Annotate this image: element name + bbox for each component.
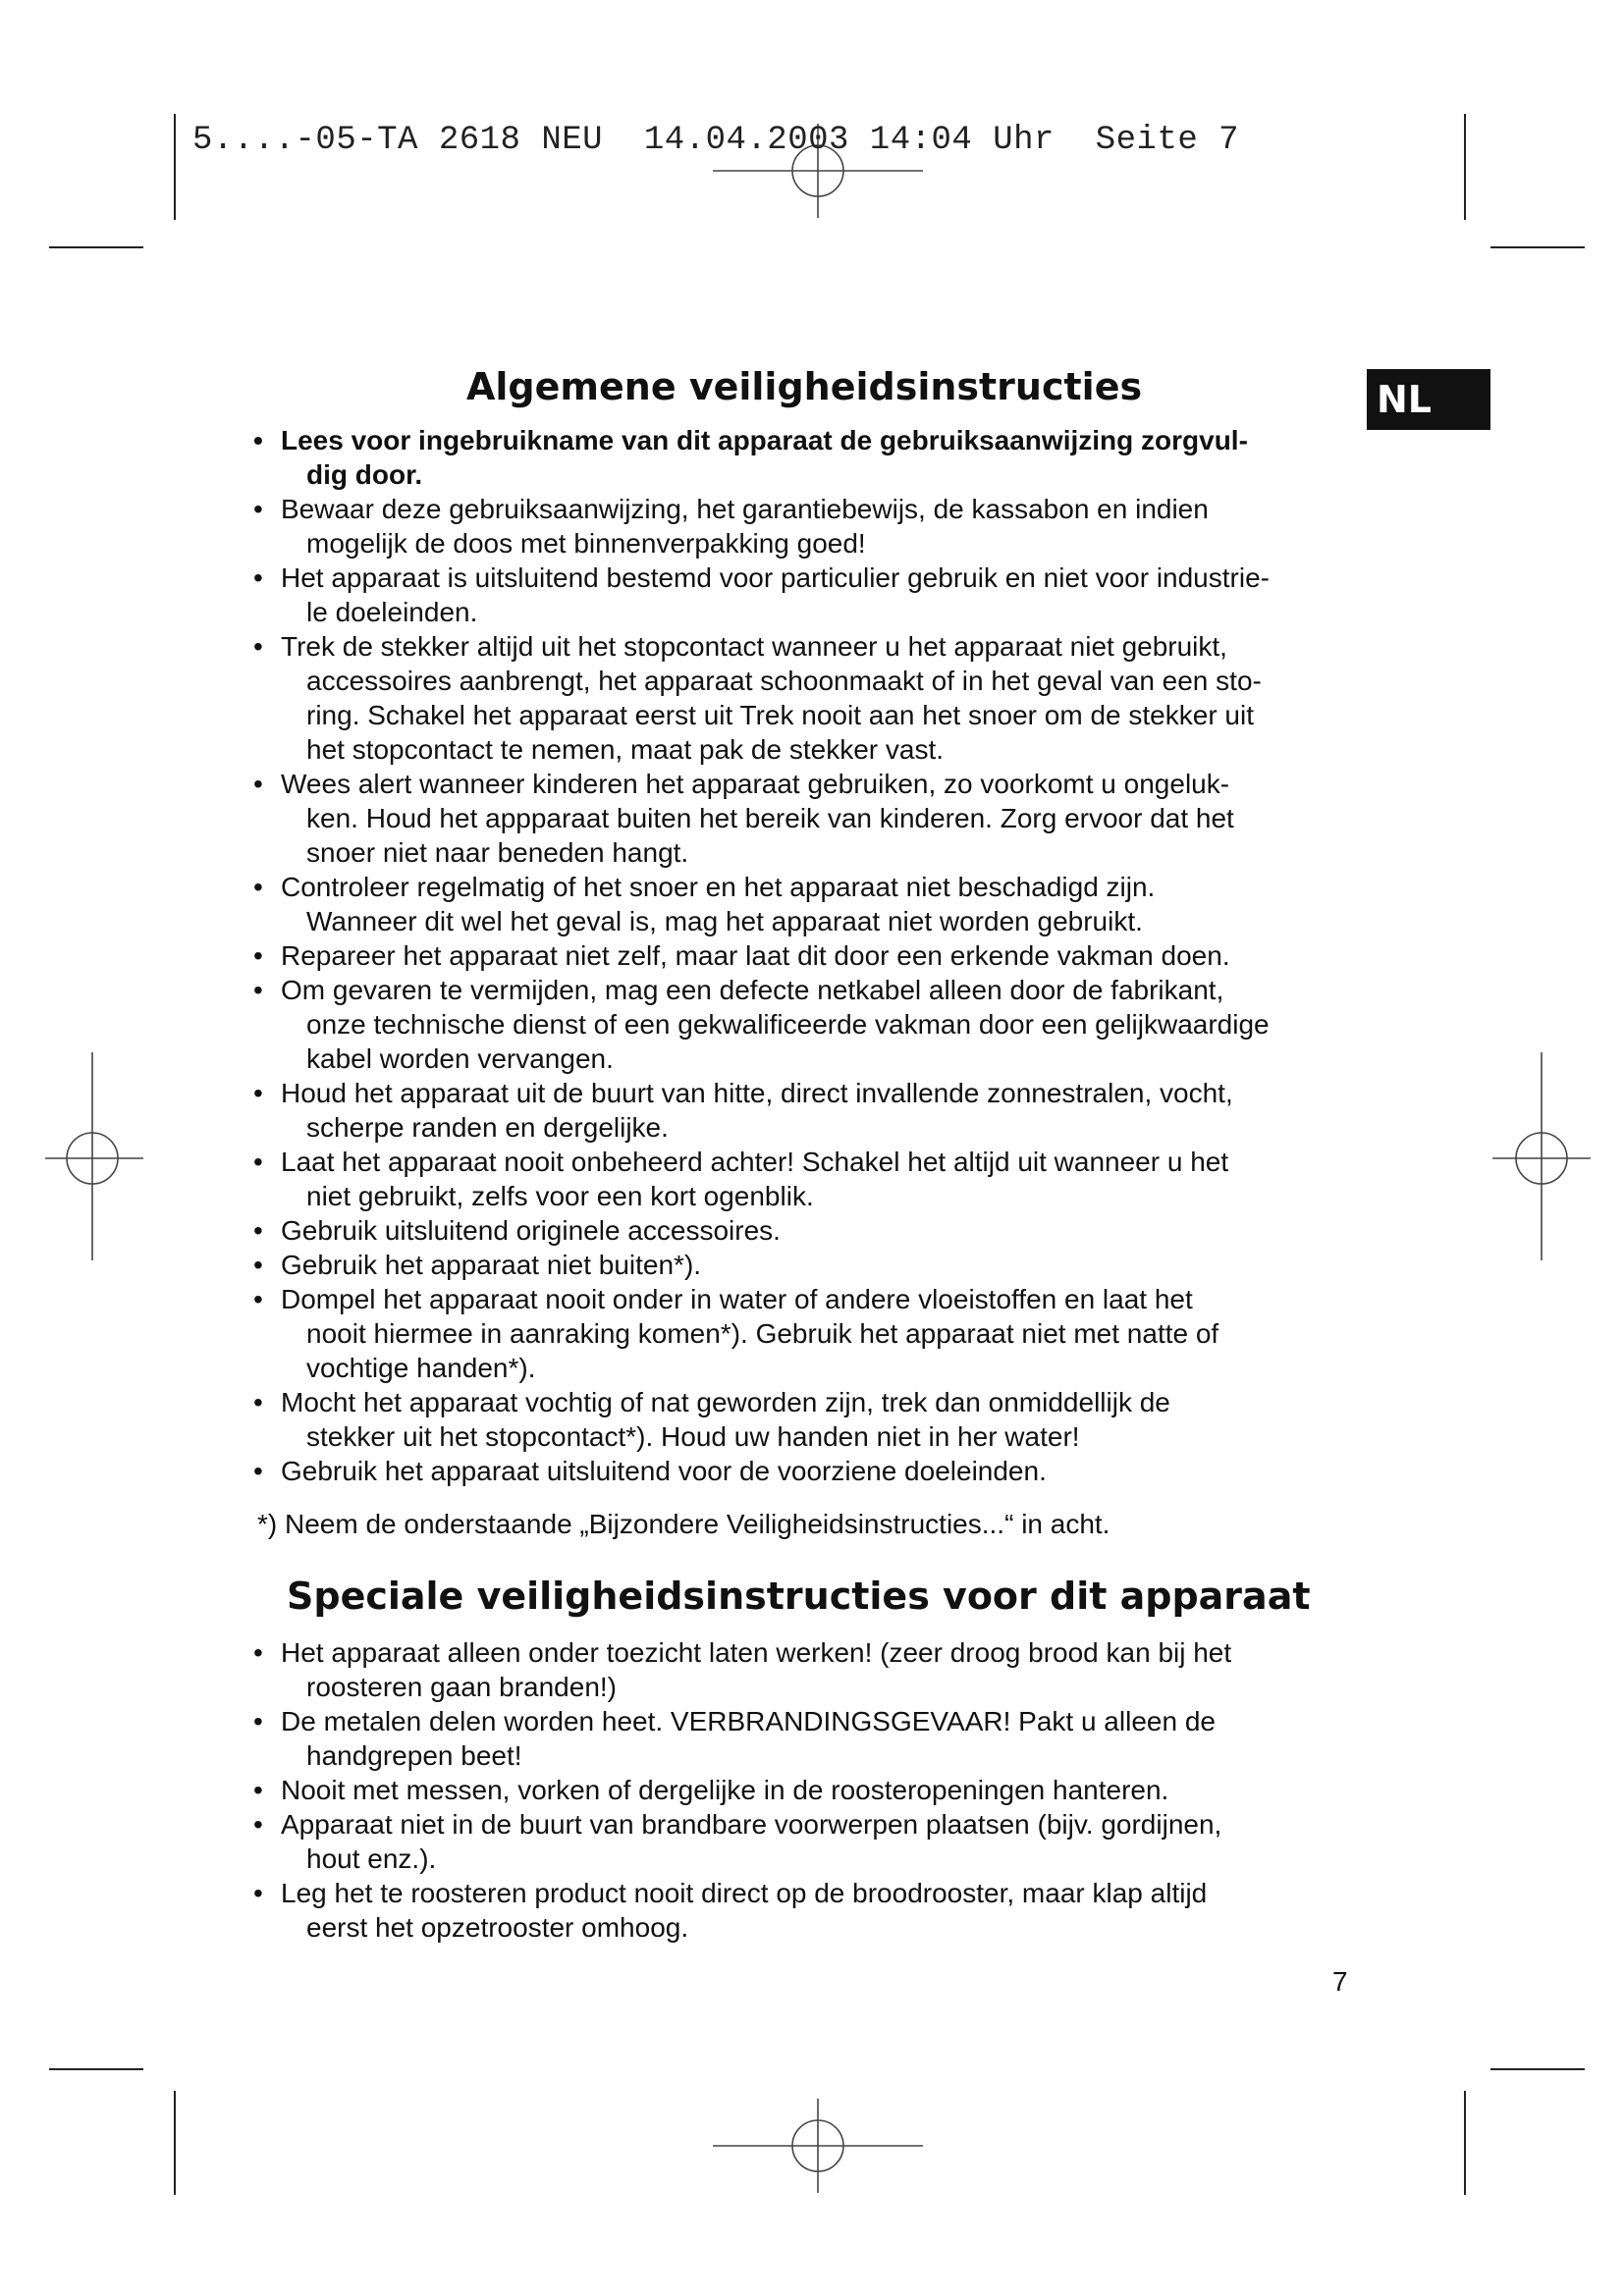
language-tab: NL bbox=[1367, 369, 1490, 430]
list-item bbox=[253, 1282, 1353, 1385]
list-item-line: • Nooit met messen, vorken of dergelijke in de roosteropeningen hanteren. bbox=[281, 1775, 1169, 1805]
list-item-line: vochtige handen*). bbox=[306, 1353, 536, 1383]
list-item bbox=[253, 1385, 1353, 1454]
list-item-line: het stopcontact te nemen, maat pak de stekker vast. bbox=[306, 734, 945, 765]
list-item-line: • Het apparaat is uitsluitend bestemd voor particulier gebruik en niet voor industrie- bbox=[281, 562, 1270, 593]
list-item-line: eerst het opzetrooster omhoog. bbox=[306, 1912, 689, 1943]
list-item bbox=[253, 1454, 1353, 1488]
list-item-line: mogelijk de doos met binnenverpakking goed! bbox=[306, 528, 866, 559]
list-item bbox=[253, 492, 1353, 561]
list-item-line: • Gebruik het apparaat niet buiten*). bbox=[281, 1250, 702, 1280]
footnote: *) Neem de onderstaande „Bijzondere Veiligheidsinstructies...“ in acht. bbox=[257, 1509, 1110, 1539]
list-item-line: dig door. bbox=[306, 459, 423, 490]
list-item bbox=[253, 1876, 1353, 1945]
list-item-line: • Lees voor ingebruikname van dit apparaat de gebruiksaanwijzing zorgvul- bbox=[281, 425, 1248, 455]
general-safety-list bbox=[253, 423, 1353, 1488]
list-item bbox=[253, 1213, 1353, 1248]
list-item bbox=[253, 423, 1353, 492]
list-item bbox=[253, 1704, 1353, 1773]
list-item bbox=[253, 938, 1353, 973]
list-item-line: kabel worden vervangen. bbox=[306, 1043, 614, 1074]
list-item-line: • Wees alert wanneer kinderen het apparaat gebruiken, zo voorkomt u ongeluk- bbox=[281, 769, 1230, 799]
registration-mark-bottom bbox=[713, 2099, 923, 2193]
list-item bbox=[253, 1145, 1353, 1213]
registration-mark-right bbox=[1492, 1052, 1591, 1260]
list-item-line: • Dompel het apparaat nooit onder in water of andere vloeistoffen en laat het bbox=[281, 1284, 1193, 1314]
list-item-line: • Laat het apparaat nooit onbeheerd achter! Schakel het altijd uit wanneer u het bbox=[281, 1147, 1229, 1177]
list-item-line: ring. Schakel het apparaat eerst uit Trek nooit aan het snoer om de stekker uit bbox=[306, 700, 1254, 730]
list-item-line: le doeleinden. bbox=[306, 597, 478, 627]
list-item bbox=[253, 1076, 1353, 1145]
list-item bbox=[253, 1773, 1353, 1807]
list-item-line: • Repareer het apparaat niet zelf, maar laat dit door een erkende vakman doen. bbox=[281, 940, 1230, 971]
list-item-line: • Trek de stekker altijd uit het stopcontact wanneer u het apparaat niet gebruikt, bbox=[281, 631, 1227, 662]
registration-mark-left bbox=[45, 1052, 143, 1260]
list-item bbox=[253, 767, 1353, 870]
list-item-line: hout enz.). bbox=[306, 1843, 437, 1874]
print-slug-header: 5....-05-TA 2618 NEU 14.04.2003 14:04 Uhr Seite 7 bbox=[192, 122, 1240, 159]
list-item-line: stekker uit het stopcontact*). Houd uw handen niet in her water! bbox=[306, 1421, 1080, 1452]
list-item-line: handgrepen beet! bbox=[306, 1740, 522, 1771]
list-item-line: • Bewaar deze gebruiksaanwijzing, het garantiebewijs, de kassabon en indien bbox=[281, 494, 1209, 524]
list-item-line: • Houd het apparaat uit de buurt van hitte, direct invallende zonnestralen, vocht, bbox=[281, 1078, 1233, 1108]
list-item-line: roosteren gaan branden!) bbox=[306, 1672, 617, 1702]
list-item bbox=[253, 1807, 1353, 1876]
list-item bbox=[253, 629, 1353, 767]
list-item bbox=[253, 870, 1353, 938]
list-item-line: • Om gevaren te vermijden, mag een defecte netkabel alleen door de fabrikant, bbox=[281, 975, 1224, 1005]
list-item-line: scherpe randen en dergelijke. bbox=[306, 1112, 669, 1143]
list-item-line: Wanneer dit wel het geval is, mag het apparaat niet worden gebruikt. bbox=[306, 906, 1143, 936]
list-item-line: • Controleer regelmatig of het snoer en het apparaat niet beschadigd zijn. bbox=[281, 872, 1156, 902]
list-item-line: niet gebruikt, zelfs voor een kort ogenblik. bbox=[306, 1181, 814, 1211]
list-item-line: accessoires aanbrengt, het apparaat schoonmaakt of in het geval van een sto- bbox=[306, 666, 1262, 696]
page-number: 7 bbox=[1332, 1966, 1348, 1997]
list-item-line: • De metalen delen worden heet. VERBRANDINGSGEVAAR! Pakt u alleen de bbox=[281, 1706, 1216, 1736]
list-item bbox=[253, 561, 1353, 629]
list-item-line: • Apparaat niet in de buurt van brandbare voorwerpen plaatsen (bijv. gordijnen, bbox=[281, 1809, 1222, 1840]
list-item-line: • Het apparaat alleen onder toezicht laten werken! (zeer droog brood kan bij het bbox=[281, 1637, 1232, 1668]
special-safety-list bbox=[253, 1635, 1353, 1945]
section-title-general: Algemene veiligheidsinstructies bbox=[466, 365, 1143, 408]
list-item-line: • Mocht het apparaat vochtig of nat geworden zijn, trek dan onmiddellijk de bbox=[281, 1387, 1170, 1417]
list-item-line: nooit hiermee in aanraking komen*). Gebruik het apparaat niet met natte of bbox=[306, 1318, 1219, 1349]
list-item-line: • Leg het te roosteren product nooit direct op de broodrooster, maar klap altijd bbox=[281, 1878, 1208, 1908]
section-title-special: Speciale veiligheidsinstructies voor dit apparaat bbox=[287, 1575, 1311, 1618]
list-item bbox=[253, 1248, 1353, 1282]
list-item-line: onze technische dienst of een gekwalificeerde vakman door een gelijkwaardige bbox=[306, 1009, 1270, 1040]
list-item bbox=[253, 973, 1353, 1076]
list-item bbox=[253, 1635, 1353, 1704]
list-item-line: snoer niet naar beneden hangt. bbox=[306, 837, 689, 868]
list-item-line: • Gebruik uitsluitend originele accessoires. bbox=[281, 1215, 781, 1246]
list-item-line: ken. Houd het appparaat buiten het bereik van kinderen. Zorg ervoor dat het bbox=[306, 803, 1234, 833]
list-item-line: • Gebruik het apparaat uitsluitend voor de voorziene doeleinden. bbox=[281, 1456, 1047, 1486]
